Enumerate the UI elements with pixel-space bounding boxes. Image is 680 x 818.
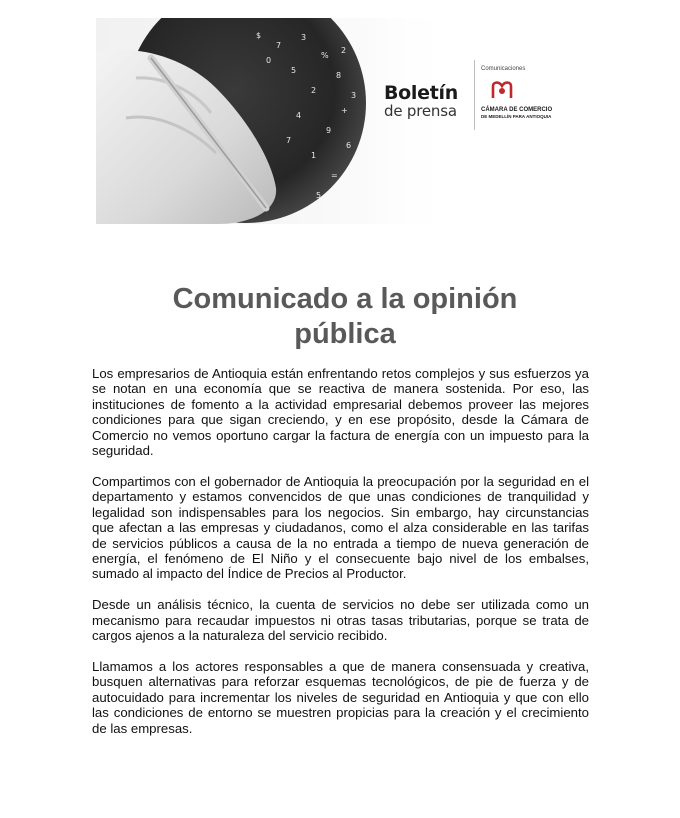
svg-text:5: 5 bbox=[291, 66, 297, 75]
svg-text:1: 1 bbox=[311, 151, 317, 160]
svg-text:7: 7 bbox=[286, 136, 292, 145]
brand-title: Boletín bbox=[384, 82, 458, 104]
logo-name: CÁMARA DE COMERCIO bbox=[481, 107, 553, 113]
document-body bbox=[92, 366, 589, 752]
header-divider bbox=[474, 60, 475, 130]
hand-writing-illustration bbox=[96, 18, 582, 224]
page-title-line-1: Comunicado a la opinión bbox=[172, 283, 518, 315]
page-title bbox=[100, 282, 590, 352]
svg-text:3: 3 bbox=[301, 33, 307, 42]
svg-text:3: 3 bbox=[351, 91, 357, 100]
page-title-line-2: pública bbox=[294, 318, 396, 350]
svg-text:=: = bbox=[331, 171, 338, 180]
logo-name-subline: DE MEDELLÍN PARA ANTIOQUIA bbox=[481, 113, 552, 119]
paragraph-1: Los empresarios de Antioquia están enfrentando retos complejos y sus esfuerzos ya se notan en una economía que se reactiva de manera sostenida. Por eso, las instituciones de fomento a la actividad empresarial debemos proveer las mejores condiciones para que sigan creciendo, y en ese propósito, desde la Cámara de Comercio no vemos oportuno cargar la factura de energía con un impuesto para la seguridad. bbox=[92, 366, 589, 459]
paragraph-3: Desde un análisis técnico, la cuenta de servicios no debe ser utilizada como un mecanismo para recaudar impuestos ni otras tasas tributarias, porque se trata de cargos ajenos a la naturaleza del servicio recibido. bbox=[92, 597, 589, 644]
brand-subtitle: de prensa bbox=[384, 102, 457, 120]
svg-text:2: 2 bbox=[311, 86, 317, 95]
svg-text:7: 7 bbox=[276, 41, 282, 50]
svg-text:2: 2 bbox=[341, 46, 347, 55]
svg-text:8: 8 bbox=[336, 71, 342, 80]
camara-de-comercio-logo-icon bbox=[491, 80, 581, 105]
bulletin-brand bbox=[384, 84, 474, 119]
paragraph-2: Compartimos con el gobernador de Antioquia la preocupación por la seguridad en el departamento y estamos convencidos de que unas condiciones de tranquilidad y legalidad son indispensables para los negocios. Sin embargo, hay circunstancias que afectan a las empresas y ciudadanos, como el alza considerable en las tarifas de servicios públicos a causa de la no entrada a tiempo de nueva generación de energía, el fenómeno de El Niño y el consecuente bajo nivel de los embalses, sumado al impacto del Índice de Precios al Productor. bbox=[92, 473, 589, 582]
svg-text:0: 0 bbox=[266, 56, 272, 65]
svg-text:5: 5 bbox=[316, 191, 322, 200]
svg-text:9: 9 bbox=[326, 126, 332, 135]
svg-text:$: $ bbox=[256, 31, 262, 40]
svg-text:4: 4 bbox=[296, 111, 302, 120]
paragraph-4: Llamamos a los actores responsables a que de manera consensuada y creativa, busquen alternativas para reforzar esquemas tecnológicos, de pie de fuerza y de autocuidado para incrementar los niveles de seguridad en Antioquia y que con ello las condiciones de entorno se muestren propicias para la creación y el crecimiento de las empresas. bbox=[92, 659, 589, 736]
svg-text:6: 6 bbox=[346, 141, 352, 150]
logo-caption: Comunicaciones bbox=[481, 66, 526, 72]
svg-text:+: + bbox=[341, 106, 348, 115]
chamber-logo bbox=[481, 66, 581, 119]
svg-text:%: % bbox=[321, 51, 329, 60]
header-banner bbox=[96, 18, 582, 224]
